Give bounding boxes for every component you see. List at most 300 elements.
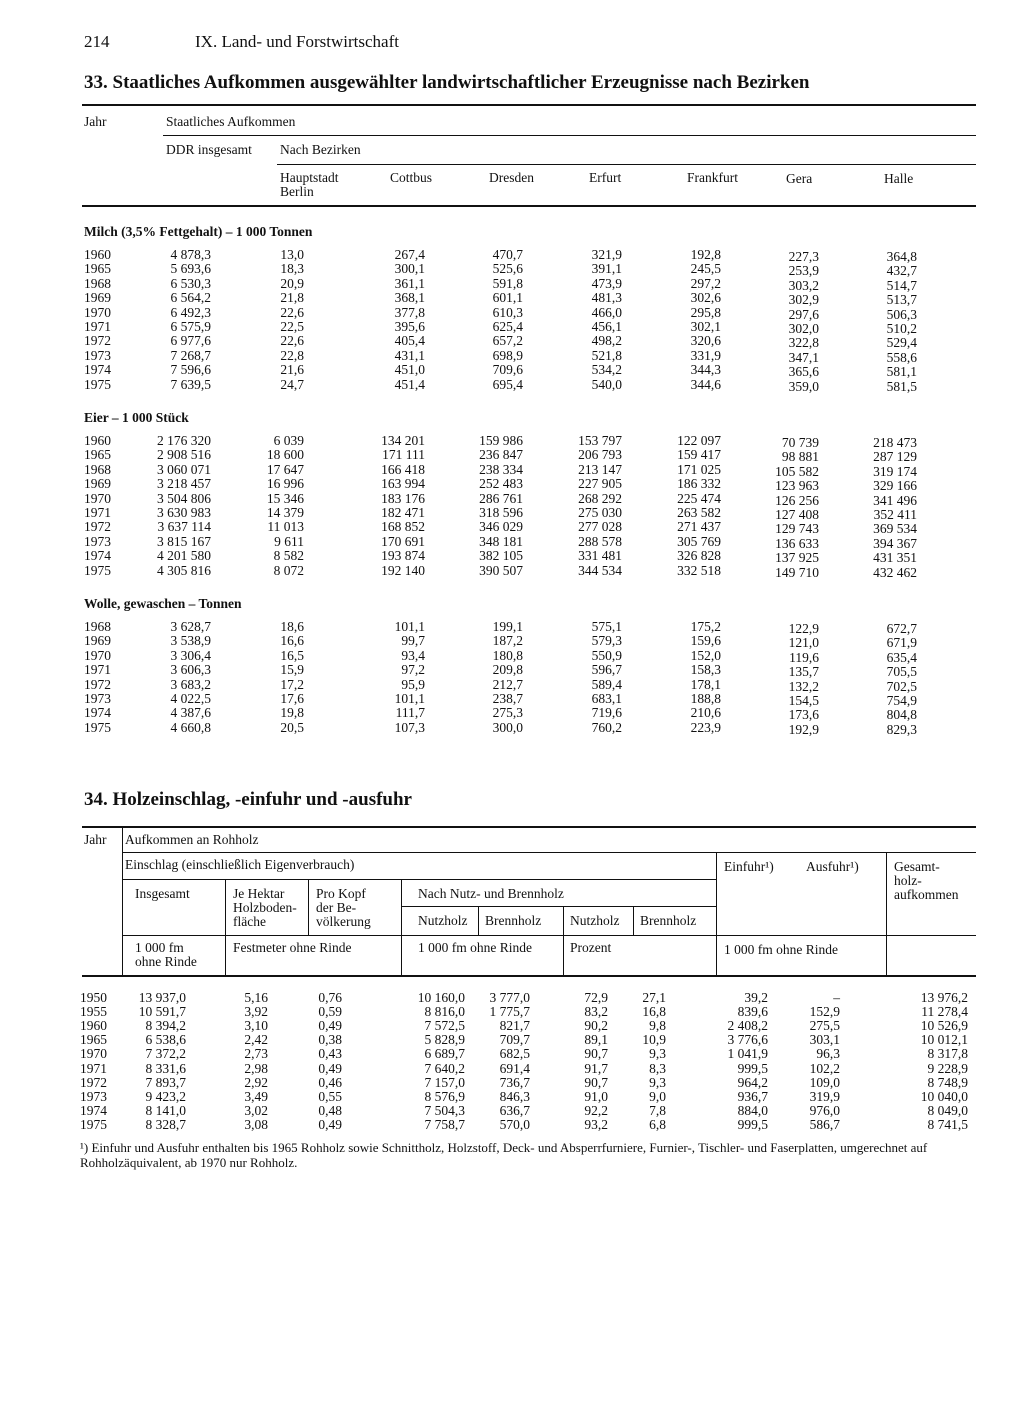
table34-cell: 3 777,0 [489,990,530,1005]
table33-cell: 98 881 [781,449,819,465]
table33-cell: 3 683,2 [170,676,211,692]
table33-cell: 223,9 [690,719,721,735]
table33-cell: 168 852 [381,519,425,535]
table33-cell: 14 379 [266,505,304,520]
table34-row-year: 1973 [80,1088,107,1104]
table34-cell: 2,42 [244,1032,268,1048]
table33-cell: 719,6 [591,705,622,721]
table33-header-bottom-rule [82,205,976,207]
table34-cell: 102,2 [809,1060,840,1076]
page-number: 214 [84,32,110,51]
table33-cell: 16,5 [280,647,304,663]
table33-cell: 286 761 [479,490,523,506]
table34-cell: 0,76 [318,990,342,1005]
table34-cell: 13 976,2 [920,990,968,1005]
table33-cell: 3 060 071 [157,461,211,477]
table33-cell: 122,9 [788,621,819,636]
table33-cell: 431 351 [873,550,917,566]
table34-cell: 2 408,2 [727,1018,768,1034]
table33-cell: 302,9 [788,292,819,308]
table33-cell: 8 582 [273,548,304,564]
table33-cell: 6 492,3 [170,304,211,320]
table33-cell: 175,2 [690,619,721,634]
table34-cell: 0,55 [318,1088,342,1104]
table33-cell: 481,3 [591,290,622,306]
table33-cell: 3 538,9 [170,633,211,649]
table33-cell: 7 639,5 [170,376,211,392]
table33-row-year: 1974 [84,705,111,721]
table33-cell: 581,5 [886,378,917,394]
table34-cell: 27,1 [642,990,666,1005]
table34-col-je-hektar: Je Hektar Holzboden- fläche [233,886,297,929]
table33-cell: 6 575,9 [170,319,211,334]
table33-cell: 525,6 [492,261,523,277]
table33-cell: 344,3 [690,362,721,378]
table33-cell: 361,1 [394,275,425,291]
table34-cell: 0,49 [318,1018,342,1034]
table33-cell: 514,7 [886,277,917,293]
table33-cell: 21,6 [280,362,304,378]
table34-row-year: 1974 [80,1102,107,1118]
table33-cell: 575,1 [591,619,622,634]
table34-cell: 9,3 [649,1074,666,1090]
table33-cell: 466,0 [591,304,622,320]
table33-cell: 213 147 [578,461,622,477]
chapter-title: IX. Land- und Forstwirtschaft [195,32,399,51]
table34-row-year: 1965 [80,1032,107,1048]
table33-cell: 136 633 [775,535,819,551]
table33-row-year: 1970 [84,304,111,320]
table33-cell: 70 739 [781,435,819,450]
table33-cell: 760,2 [591,719,622,735]
table34-cell: 9,8 [649,1018,666,1034]
table33-cell: 3 628,7 [170,619,211,634]
table34-cell: 8 317,8 [927,1046,968,1062]
table34-cell: 8 748,9 [927,1074,968,1090]
table33-cell: 344 534 [578,562,622,578]
table33-cell: 178,1 [690,676,721,692]
table34-cell: 8 141,0 [145,1102,186,1118]
table34-cell: 0,48 [318,1102,342,1118]
table33-col-nach-bezirken: Nach Bezirken [280,142,361,157]
table34-cell: 109,0 [809,1074,840,1090]
table33-cell: 6 530,3 [170,275,211,291]
table34-cell: 6 538,6 [145,1032,186,1048]
table34-cell: 839,6 [737,1004,768,1020]
table33-cell: 149 710 [775,564,819,580]
table33-cell: 99,7 [401,633,425,649]
table33-cell: 302,0 [788,321,819,336]
table33-cell: 451,0 [394,362,425,378]
table34-col-aufkommen: Aufkommen an Rohholz [125,832,259,847]
table33-cell: 470,7 [492,247,523,262]
table34-cell: 93,2 [584,1116,608,1132]
table33-cell: 329 166 [873,478,917,494]
table34-row-year: 1975 [80,1116,107,1132]
table33-cell: 698,9 [492,347,523,363]
table34-cell: 7 893,7 [145,1074,186,1090]
table33-cell: 159 417 [677,447,721,463]
table33-cell: 591,8 [492,275,523,291]
table34-cell: 8,3 [649,1060,666,1076]
table33-cell: 295,8 [690,304,721,320]
table34-col-nutzholz: Nutzholz [418,913,468,928]
table34-cell: 10 526,9 [920,1018,968,1034]
table33-cell: 610,3 [492,304,523,320]
table33-cell: 97,2 [401,662,425,678]
table34-cell: 92,2 [584,1102,608,1118]
table34-cell: 275,5 [809,1018,840,1034]
table34-cell: 936,7 [737,1088,768,1104]
table33-row-year: 1973 [84,347,111,363]
table33-cell: 695,4 [492,376,523,392]
table33-cell: 432 462 [873,564,917,580]
table33-cell: 369 534 [873,521,917,537]
table33-row-year: 1970 [84,490,111,506]
table34-col-gesamt: Gesamt- holz- aufkommen [894,859,959,902]
table34-cell: – [833,990,840,1005]
table33-row-year: 1969 [84,290,111,306]
table33-cell: 277 028 [578,519,622,535]
table33-row-year: 1965 [84,447,111,463]
table34-cell: 90,7 [584,1074,608,1090]
table33-cell: 529,4 [886,335,917,351]
table33-cell: 267,4 [394,247,425,262]
table33-cell: 24,7 [280,376,304,392]
table33-row-year: 1975 [84,562,111,578]
table33-group-rule [163,135,976,136]
table33-cell: 709,6 [492,362,523,378]
table33-cell: 170 691 [381,533,425,549]
table34-top-rule [82,826,976,828]
table33-cell: 171 111 [382,447,425,463]
table33-cell: 134 201 [381,433,425,448]
table34-col-brennholz: Brennholz [485,913,542,928]
table34-cell: 7 372,2 [145,1046,186,1062]
table33-cell: 657,2 [492,333,523,349]
table33-cell: 4 201 580 [157,548,211,564]
table33-cell: 589,4 [591,676,622,692]
table33-cell: 6 977,6 [170,333,211,349]
table33-section-title: Eier – 1 000 Stück [84,410,189,425]
table33-cell: 129 743 [775,521,819,537]
table33-cell: 238,7 [492,691,523,706]
table33-cell: 16 996 [266,476,304,492]
table33-cell: 322,8 [788,335,819,351]
table33-cell: 210,6 [690,705,721,721]
table33-cell: 173,6 [788,707,819,723]
table33-cell: 331 481 [578,548,622,564]
table33-cell: 275,3 [492,705,523,721]
table34-cell: 682,5 [499,1046,530,1062]
table33-cell: 498,2 [591,333,622,349]
table34-cell: 7 504,3 [424,1102,465,1118]
table33-cell: 534,2 [591,362,622,378]
table33-row-year: 1973 [84,533,111,549]
table34-cell: 2,73 [244,1046,268,1062]
table34-vrule-2 [308,880,309,935]
table34-cell: 152,9 [809,1004,840,1020]
table33-cell: 320,6 [690,333,721,349]
table34-unit-festmeter: Festmeter ohne Rinde [233,940,352,955]
table34-cell: 0,49 [318,1116,342,1132]
table34-unit-fm: 1 000 fm ohne Rinde [135,940,197,969]
table33-cell: 192,8 [690,247,721,262]
table34-cell: 1 775,7 [489,1004,530,1020]
table33-cell: 303,2 [788,277,819,293]
table34-aufkommen-rule [122,852,976,853]
table33-cell: 153 797 [578,433,622,448]
table33-cell: 601,1 [492,290,523,306]
table33-cell: 829,3 [886,721,917,737]
table33-section-title: Milch (3,5% Fettgehalt) – 1 000 Tonnen [84,224,313,239]
table34-cell: 16,8 [642,1004,666,1020]
table33-cell: 4 022,5 [170,691,211,706]
table33-cell: 11 013 [267,519,304,535]
table33-cell: 180,8 [492,647,523,663]
table34-vrule-1 [225,880,226,975]
table34-cell: 3,02 [244,1102,268,1118]
table34-cell: 6,8 [649,1116,666,1132]
table33-cell: 3 606,3 [170,662,211,678]
table33-cell: 236 847 [479,447,523,463]
table33-cell: 4 660,8 [170,719,211,735]
table34-cell: 3 776,6 [727,1032,768,1048]
table34-cell: 9,3 [649,1046,666,1062]
table34-cell: 8 816,0 [424,1004,465,1020]
table34-cell: 9 228,9 [927,1060,968,1076]
table34-cell: 39,2 [744,990,768,1005]
table33-cell: 137 925 [775,550,819,566]
table33-cell: 326 828 [677,548,721,564]
table33-cell: 206 793 [578,447,622,463]
table33-cell: 635,4 [886,649,917,665]
table34-cell: 2,98 [244,1060,268,1076]
table33-cell: 287 129 [873,449,917,465]
table33-cell: 126 256 [775,492,819,508]
table34-cell: 8 741,5 [927,1116,968,1132]
table34-cell: 999,5 [737,1060,768,1076]
table33-cell: 341 496 [873,492,917,508]
table34-cell: 2,92 [244,1074,268,1090]
table33-cell: 346 029 [479,519,523,535]
table33-cell: 473,9 [591,275,622,291]
table33-cell: 521,8 [591,347,622,363]
table33-cell: 121,0 [788,635,819,651]
table33-cell: 8 072 [273,562,304,578]
table33-row-year: 1965 [84,261,111,277]
table34-unit-fm3: 1 000 fm ohne Rinde [724,942,838,957]
table34-col-insgesamt: Insgesamt [135,886,190,901]
table33-cell: 364,8 [886,249,917,264]
table33-col-frankfurt: Frankfurt [687,170,738,185]
table33-cell: 300,1 [394,261,425,277]
table33-cell: 20,9 [280,275,304,291]
table33-cell: 182 471 [381,505,425,520]
table33-cell: 17,6 [280,691,304,706]
table33-cell: 132,2 [788,678,819,694]
table33-cell: 3 630 983 [157,505,211,520]
table33-cell: 111,7 [395,705,425,721]
table34-unit-fm2: 1 000 fm ohne Rinde [418,940,532,955]
table34-cell: 83,2 [584,1004,608,1020]
table34-col-jahr: Jahr [84,832,107,847]
table33-cell: 105 582 [775,463,819,479]
table34-cell: 3,92 [244,1004,268,1020]
table33-cell: 359,0 [788,378,819,394]
table34-col-ausfuhr: Ausfuhr¹) [806,859,859,874]
table34-cell: 736,7 [499,1074,530,1090]
table33-cell: 348 181 [479,533,523,549]
table34-vrule-4 [478,907,479,935]
table33-cell: 245,5 [690,261,721,277]
table33-cell: 431,1 [394,347,425,363]
table34-cell: 13 937,0 [138,990,186,1005]
table34-vrule-5 [563,907,564,975]
table34-cell: 0,59 [318,1004,342,1020]
table34-cell: 91,7 [584,1060,608,1076]
table33-cell: 238 334 [479,461,523,477]
table34-vrule-7 [716,853,717,975]
table34-row-year: 1972 [80,1074,107,1090]
table33-col-halle: Halle [884,171,914,186]
table33-row-year: 1971 [84,319,111,334]
table34-cell: 0,38 [318,1032,342,1048]
table33-cell: 451,4 [394,376,425,392]
table33-cell: 13,0 [280,247,304,262]
table33-row-year: 1960 [84,247,111,262]
table34-cell: 691,4 [499,1060,530,1076]
table34-cell: 884,0 [737,1102,768,1118]
table34-cell: 10 591,7 [138,1004,186,1020]
table34-cell: 90,2 [584,1018,608,1034]
table34-row-year: 1955 [80,1004,107,1020]
table33-cell: 513,7 [886,292,917,308]
table33-cell: 352 411 [873,507,917,522]
table33-cell: 3 306,4 [170,647,211,663]
table33-cell: 4 878,3 [170,247,211,262]
table33-row-year: 1974 [84,548,111,564]
table33-cell: 331,9 [690,347,721,363]
table33-cell: 159 986 [479,433,523,448]
table34-cell: 7 157,0 [424,1074,465,1090]
table33-cell: 187,2 [492,633,523,649]
table34-cell: 96,3 [816,1046,840,1062]
table34-cell: 1 041,9 [727,1046,768,1062]
table33-cell: 3 218 457 [157,476,211,492]
table34-cell: 3,10 [244,1018,268,1034]
table33-cell: 302,1 [690,319,721,334]
table33-cell: 101,1 [394,691,425,706]
table33-cell: 22,6 [280,304,304,320]
table33-cell: 186 332 [677,476,721,492]
table33-cell: 209,8 [492,662,523,678]
table33-cell: 227,3 [788,249,819,264]
table33-cell: 218 473 [873,435,917,450]
table33-cell: 368,1 [394,290,425,306]
table33-cell: 199,1 [492,619,523,634]
table33-cell: 377,8 [394,304,425,320]
table33-cell: 581,1 [886,364,917,380]
table33-cell: 506,3 [886,306,917,322]
table33-row-year: 1970 [84,647,111,663]
table34-nutz-rule [401,906,716,907]
table34-cell: 89,1 [584,1032,608,1048]
table34-cell: 7 572,5 [424,1018,465,1034]
table34-cell: 570,0 [499,1116,530,1132]
table34-cell: 586,7 [809,1116,840,1132]
table33-cell: 596,7 [591,662,622,678]
table33-cell: 332 518 [677,562,721,578]
table33-section-title: Wolle, gewaschen – Tonnen [84,596,242,611]
table34-cell: 0,49 [318,1060,342,1076]
table33-row-year: 1975 [84,376,111,392]
table34-col-pro-kopf: Pro Kopf der Be- völkerung [316,886,371,929]
table33-cell: 510,2 [886,321,917,336]
table33-cell: 152,0 [690,647,721,663]
table34-cell: 0,46 [318,1074,342,1090]
table33-cell: 15 346 [266,490,304,506]
table34-cell: 8 394,2 [145,1018,186,1034]
table33-cell: 16,6 [280,633,304,649]
table33-row-year: 1969 [84,633,111,649]
table33-cell: 394 367 [873,535,917,551]
table33-row-year: 1972 [84,519,111,535]
table34-cell: 636,7 [499,1102,530,1118]
table34-cell: 10,9 [642,1032,666,1048]
table33-cell: 3 504 806 [157,490,211,506]
table33-cell: 263 582 [677,505,721,520]
table34-cell: 999,5 [737,1116,768,1132]
table33-cell: 166 418 [381,461,425,477]
table33-cell: 297,6 [788,306,819,322]
table33-cell: 4 387,6 [170,705,211,721]
table33-col-cottbus: Cottbus [390,170,433,185]
table33-cell: 95,9 [401,676,425,692]
table33-row-year: 1971 [84,662,111,678]
table34-col-nutzholz-pct: Nutzholz [570,913,620,928]
table33-cell: 163 994 [381,476,425,492]
table33-col-group: Staatliches Aufkommen [166,114,296,129]
table34-row-year: 1970 [80,1046,107,1062]
table33-cell: 4 305 816 [157,562,211,578]
table34-vrule-jahr [122,828,123,975]
table33-cell: 275 030 [578,505,622,520]
table33-bezirk-rule [277,164,976,165]
table33-cell: 297,2 [690,275,721,291]
table34-cell: 90,7 [584,1046,608,1062]
table33-cell: 405,4 [394,333,425,349]
table33-cell: 683,1 [591,691,622,706]
table34-header-bottom-rule [82,975,976,977]
table33-cell: 183 176 [381,490,425,506]
table33-cell: 20,5 [280,719,304,735]
table33-cell: 119,6 [789,649,819,665]
table33-cell: 192 140 [381,562,425,578]
table33-cell: 123 963 [775,478,819,494]
table34-cell: 10 012,1 [920,1032,968,1048]
table33-cell: 22,6 [280,333,304,349]
table34-vrule-8 [886,853,887,975]
table33-cell: 579,3 [591,633,622,649]
table34-cell: 7 758,7 [424,1116,465,1132]
table33-cell: 671,9 [886,635,917,651]
table34-cell: 319,9 [809,1088,840,1104]
table33-row-year: 1974 [84,362,111,378]
table33-cell: 705,5 [886,664,917,680]
table33-cell: 9 611 [274,533,304,549]
table33-row-year: 1968 [84,275,111,291]
